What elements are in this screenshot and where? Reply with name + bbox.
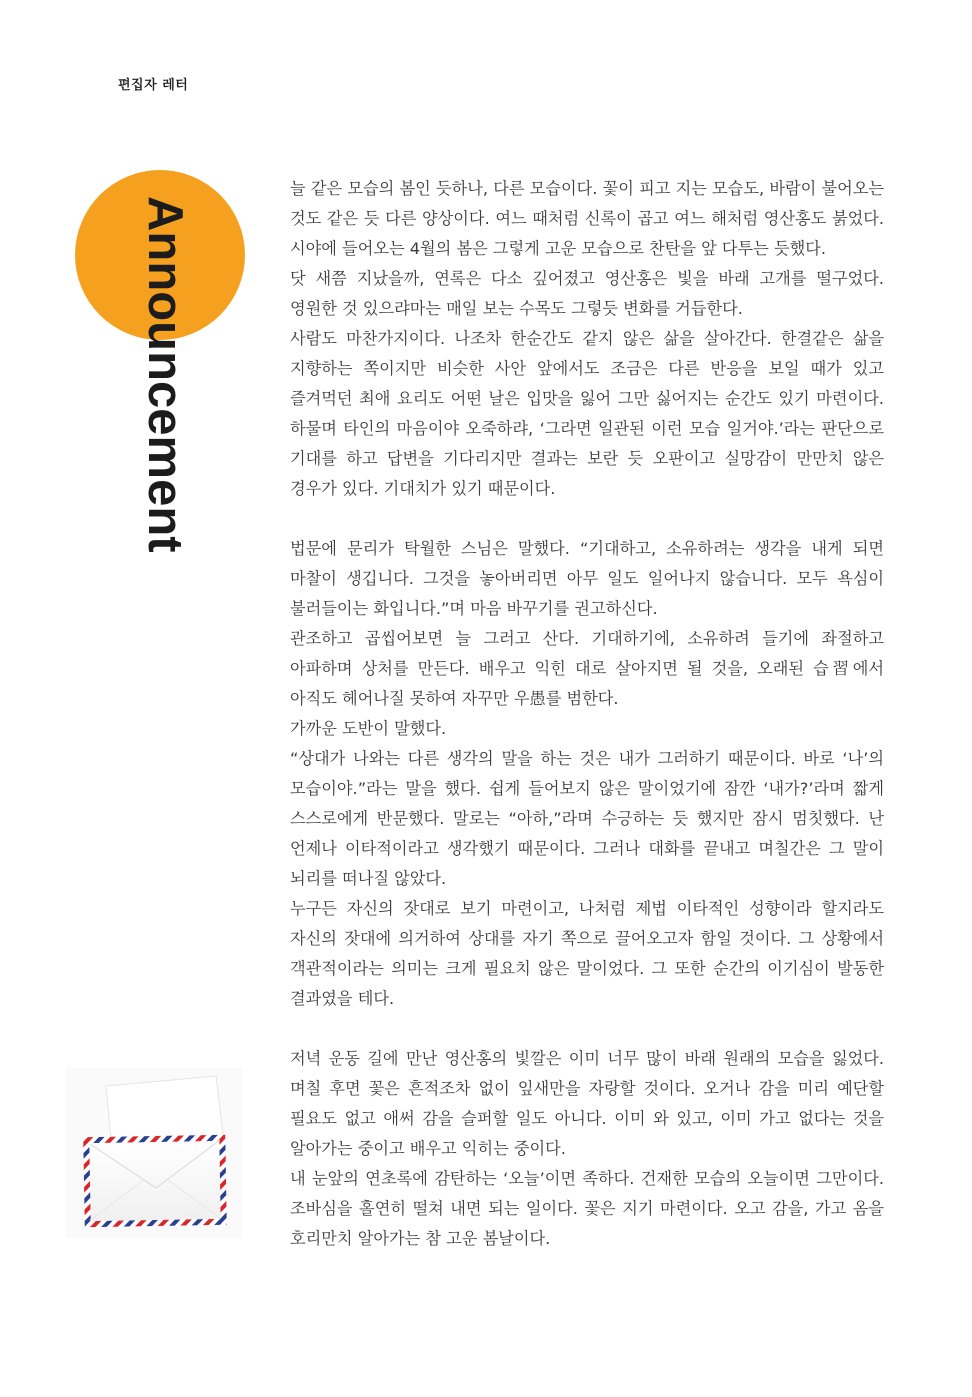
article-paragraph: 내 눈앞의 연초록에 감탄하는 ‘오늘’이면 족하다. 건재한 모습의 오늘이면 그만이다. 조바심을 홀연히 떨쳐 내면 되는 일이다. 꽃은 지기 마련이다. 오고 감을, 가고 옴을 호리만치 알아가는 참 고운 봄날이다.: [290, 1169, 884, 1248]
article-paragraph: 누구든 자신의 잣대로 보기 마련이고, 나처럼 제법 이타적인 성향이라 할지라도 자신의 잣대에 의거하여 상대를 자기 쪽으로 끌어오고자 함일 것이다. 그 상황에서 객관적이라는 의미는 크게 필요치 않은 말이었다. 그 또한 순간의 이기심이 발동한 결과였을 테다.: [290, 899, 884, 1008]
article-paragraph: 늘 같은 모습의 봄인 듯하나, 다른 모습이다. 꽃이 피고 지는 모습도, 바람이 불어오는 것도 같은 듯 다른 양상이다. 여느 때처럼 신록이 곱고 여느 해처럼 영산홍도 붉었다. 시야에 들어오는 4월의 봄은 그렇게 고운 모습으로 찬탄을 앞 다투는 듯했다.: [290, 179, 884, 258]
article-paragraph: 법문에 문리가 탁월한 스님은 말했다. “기대하고, 소유하려는 생각을 내게 되면 마찰이 생깁니다. 그것을 놓아버리면 아무 일도 일어나지 않습니다. 모두 욕심이 불러들이는 화입니다.”며 마음 바꾸기를 권고하신다.: [290, 539, 884, 618]
article-paragraph: 관조하고 곱씹어보면 늘 그러고 산다. 기대하기에, 소유하려 들기에 좌절하고 아파하며 상처를 만든다. 배우고 익힌 대로 살아지면 될 것을, 오래된 습習에서 아직도 헤어나질 못하여 자꾸만 우愚를 범한다.: [290, 629, 884, 708]
article-paragraph: 가까운 도반이 말했다.: [290, 719, 447, 738]
section-label: 편집자 레터: [118, 78, 189, 93]
envelope-icon: [66, 1068, 242, 1238]
envelope-illustration: [66, 1068, 242, 1238]
article-paragraph: 닷 새쯤 지났을까, 연록은 다소 깊어졌고 영산홍은 빛을 바래 고개를 떨구었다. 영원한 것 있으랴마는 매일 보는 수목도 그렇듯 변화를 거듭한다.: [290, 269, 884, 318]
article-body: [290, 174, 884, 1254]
announcement-title: Announcement: [138, 196, 192, 553]
article-paragraph: 사람도 마찬가지이다. 나조차 한순간도 같지 않은 삶을 살아간다. 한결같은 삶을 지향하는 쪽이지만 비슷한 사안 앞에서도 조금은 다른 반응을 보일 때가 있고 즐겨먹던 최애 요리도 어떤 날은 입맛을 잃어 그만 싫어지는 순간도 있기 마련이다. 하물며 타인의 마음이야 오죽하랴, ‘그라면 일관된 이런 모습 일거야.’라는 판단으로 기대를 하고 답변을 기다리지만 결과는 보란 듯 오판이고 실망감이 만만치 않은 경우가 있다. 기대치가 있기 때문이다.: [290, 329, 884, 498]
article-paragraph: “상대가 나와는 다른 생각의 말을 하는 것은 내가 그러하기 때문이다. 바로 ‘나’의 모습이야.”라는 말을 했다. 쉽게 들어보지 않은 말이었기에 잠깐 ‘내가?’라며 짧게 스스로에게 반문했다. 말로는 “아하,”라며 수긍하는 듯 했지만 잠시 멈칫했다. 난 언제나 이타적이라고 생각했기 때문이다. 그러나 대화를 끝내고 며칠간은 그 말이 뇌리를 떠나질 않았다.: [290, 749, 884, 888]
article-paragraph: 저녁 운동 길에 만난 영산홍의 빛깔은 이미 너무 많이 바래 원래의 모습을 잃었다. 며칠 후면 꽃은 흔적조차 없이 잎새만을 자랑할 것이다. 오거나 감을 미리 예단할 필요도 없고 애써 감을 슬퍼할 일도 아니다. 이미 와 있고, 이미 가고 없다는 것을 알아가는 중이고 배우고 익히는 중이다.: [290, 1049, 884, 1158]
